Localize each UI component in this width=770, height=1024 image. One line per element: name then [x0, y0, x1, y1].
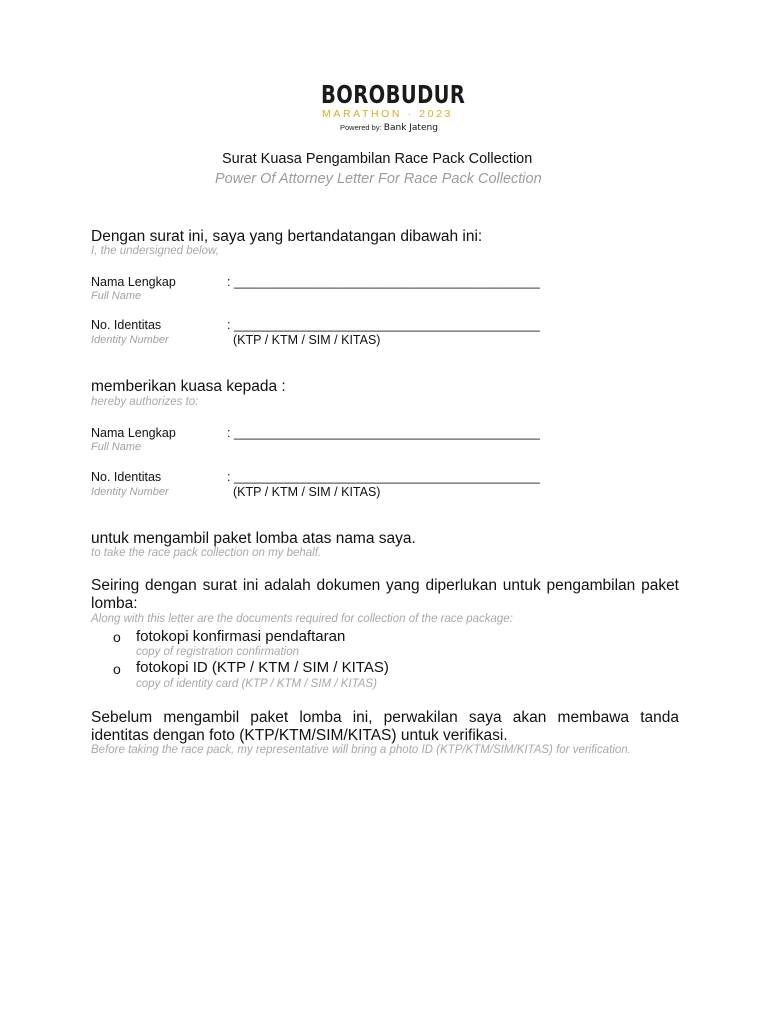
powered-by-label: Powered by:: [340, 123, 382, 132]
attorney-id-label-en: Identity Number: [91, 486, 169, 498]
grantor-name-field[interactable]: : ____________________________________________: [227, 275, 540, 289]
grantor-name-label: Nama Lengkap: [91, 275, 176, 289]
attorney-id-label: No. Identitas: [91, 470, 162, 484]
attorney-id-field[interactable]: : ____________________________________________: [227, 470, 540, 484]
grantor-id-note: (KTP / KTM / SIM / KITAS): [233, 333, 381, 347]
verification-text-en: Before taking the race pack, my representative will bring a photo ID (KTP/KTM/SIM/KITAS) for verification.: [91, 744, 631, 756]
logo-title: BOROBUDUR: [321, 80, 466, 109]
attorney-heading: memberikan kuasa kepada :: [91, 378, 286, 395]
document-item-2: fotokopi ID (KTP / KTM / SIM / KITAS): [136, 659, 389, 676]
purpose-text-en: to take the race pack collection on my behalf.: [91, 547, 322, 559]
document-item-2-en: copy of identity card (KTP / KTM / SIM / KITAS): [136, 678, 377, 690]
document-item-1: fotokopi konfirmasi pendaftaran: [136, 628, 346, 645]
logo-powered-by: [340, 123, 438, 133]
verification-text: Sebelum mengambil paket lomba ini, perwakilan saya akan membawa tanda identitas dengan foto (KTP/KTM/SIM/KITAS) untuk verifikasi.: [91, 709, 679, 744]
grantor-id-label-en: Identity Number: [91, 334, 169, 346]
document-title: Surat Kuasa Pengambilan Race Pack Collection: [222, 151, 533, 167]
logo-subtitle: MARATHON · 2023: [322, 108, 453, 120]
attorney-name-field[interactable]: : ____________________________________________: [227, 426, 540, 440]
bullet-marker: o: [113, 629, 121, 645]
grantor-heading: Dengan surat ini, saya yang bertandatangan dibawah ini:: [91, 228, 483, 245]
sponsor-name: Bank Jateng: [383, 123, 438, 133]
documents-text: Seiring dengan surat ini adalah dokumen yang diperlukan untuk pengambilan paket lomba:: [91, 577, 679, 612]
attorney-heading-en: hereby authorizes to:: [91, 396, 199, 408]
grantor-id-field[interactable]: : ____________________________________________: [227, 318, 540, 332]
attorney-id-note: (KTP / KTM / SIM / KITAS): [233, 485, 381, 499]
document-item-1-en: copy of registration confirmation: [136, 646, 299, 658]
grantor-id-label: No. Identitas: [91, 318, 162, 332]
grantor-heading-en: I, the undersigned below,: [91, 245, 219, 257]
document-title-en: Power Of Attorney Letter For Race Pack Collection: [215, 171, 542, 187]
documents-text-en: Along with this letter are the documents required for collection of the race package:: [91, 613, 513, 625]
attorney-name-label-en: Full Name: [91, 441, 142, 453]
grantor-name-label-en: Full Name: [91, 290, 142, 302]
bullet-marker: o: [113, 661, 121, 677]
attorney-name-label: Nama Lengkap: [91, 426, 176, 440]
purpose-text: untuk mengambil paket lomba atas nama saya.: [91, 530, 416, 547]
